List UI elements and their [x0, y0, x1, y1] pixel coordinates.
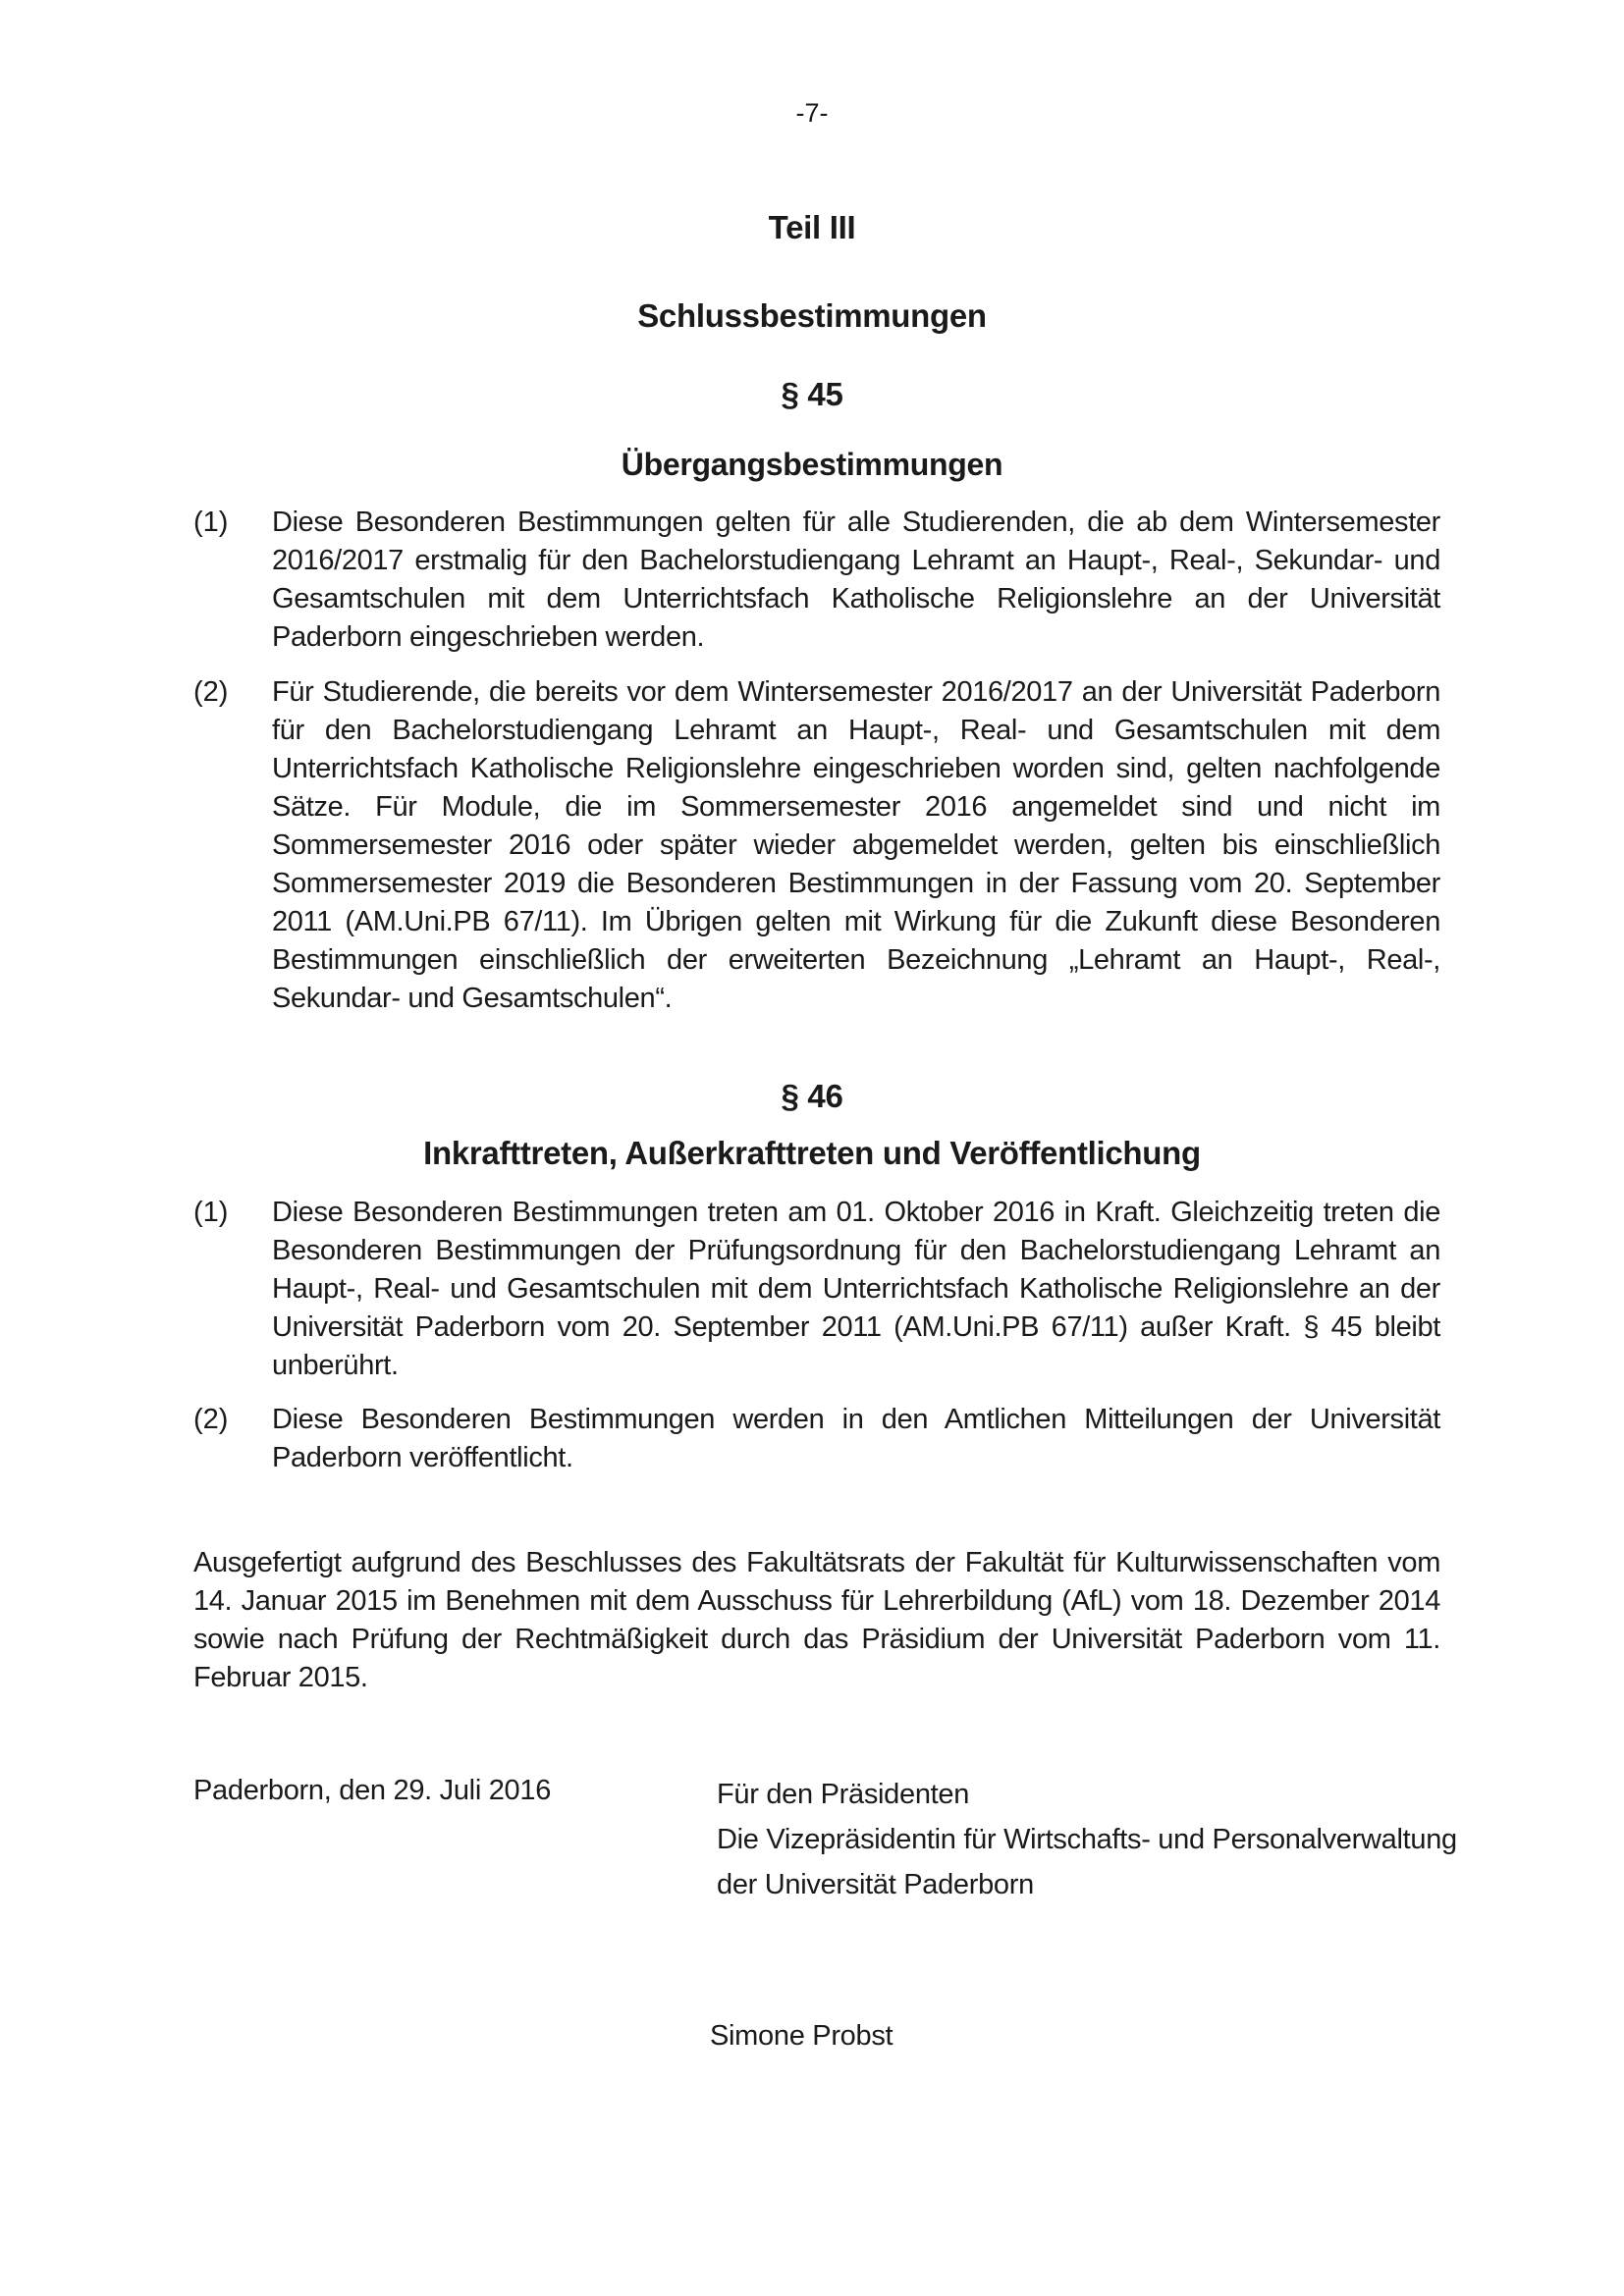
- signature-line-1: Für den Präsidenten: [717, 1779, 970, 1810]
- part-title: Teil III: [768, 209, 856, 245]
- signature-block: [717, 1772, 1457, 1907]
- clause-text: Diese Besonderen Bestimmungen treten am 01. Oktober 2016 in Kraft. Gleichzeitig treten die Besonderen Bestimmungen der Prüfungsordnung für den Bachelorstudiengang Lehramt an Haupt-, Real- und Gesamtschulen mit dem Unterrichtsfach Katholische Religionslehre an der Universität Paderborn vom 20. September 2011 (AM.Uni.PB 67/11) außer Kraft. § 45 bleibt unberührt.: [272, 1197, 1440, 1381]
- clause-text: Für Studierende, die bereits vor dem Wintersemester 2016/2017 an der Universität Paderborn für den Bachelorstudiengang Lehramt an Haupt-, Real- und Gesamtschulen mit dem Unterrichtsfach Katholische Religionslehre eingeschrieben worden sind, gelten nachfolgende Sätze. Für Module, die im Sommersemester 2016 angemeldet sind und nicht im Sommersemester 2016 oder später wieder abgemeldet werden, gelten bis einschließlich Sommersemester 2019 die Besonderen Bestimmungen in der Fassung vom 20. September 2011 (AM.Uni.PB 67/11). Im Übrigen gelten mit Wirkung für die Zukunft diese Besonderen Bestimmungen einschließlich der erweiterten Bezeichnung „Lehramt an Haupt-, Real-, Sekundar- und Gesamtschulen“.: [272, 676, 1440, 1014]
- page-number: -7-: [795, 98, 829, 128]
- clause-number: (1): [193, 1197, 229, 1228]
- part-subtitle: Schlussbestimmungen: [637, 297, 987, 334]
- clause-text: Diese Besonderen Bestimmungen gelten für alle Studierenden, die ab dem Wintersemester 2016/2017 erstmalig für den Bachelorstudiengang Lehramt an Haupt-, Real-, Sekundar- und Gesamtschulen mit dem Unterrichtsfach Katholische Religionslehre an der Universität Paderborn eingeschrieben werden.: [272, 507, 1440, 653]
- signature-line-2: Die Vizepräsidentin für Wirtschafts- und Personalverwaltung: [717, 1824, 1457, 1855]
- clause-number: (1): [193, 507, 229, 538]
- section-45-number: § 45: [781, 376, 843, 412]
- section-45-title: Übergangsbestimmungen: [621, 447, 1003, 482]
- section-45-clause-1: [193, 504, 1440, 657]
- section-46-number: § 46: [781, 1078, 843, 1114]
- signature-line-3: der Universität Paderborn: [717, 1869, 1034, 1900]
- clause-number: (2): [193, 676, 229, 708]
- place-and-date: Paderborn, den 29. Juli 2016: [193, 1775, 552, 1806]
- section-45-clause-2: [193, 673, 1440, 1018]
- section-46-clause-2: [193, 1401, 1440, 1477]
- signer-name: Simone Probst: [710, 2020, 893, 2052]
- ausgefertigt-paragraph: Ausgefertigt aufgrund des Beschlusses des Fakultätsrats der Fakultät für Kulturwissenschaften vom 14. Januar 2015 im Benehmen mit dem Ausschuss für Lehrerbildung (AfL) vom 18. Dezember 2014 sowie nach Prüfung der Rechtmäßigkeit durch das Präsidium der Universität Paderborn vom 11. Februar 2015.: [193, 1547, 1440, 1693]
- section-46-clause-1: [193, 1194, 1440, 1385]
- clause-number: (2): [193, 1404, 229, 1435]
- clause-text: Diese Besonderen Bestimmungen werden in den Amtlichen Mitteilungen der Universität Paderborn veröffentlicht.: [272, 1404, 1440, 1473]
- section-46-title: Inkrafttreten, Außerkrafttreten und Veröffentlichung: [423, 1135, 1201, 1171]
